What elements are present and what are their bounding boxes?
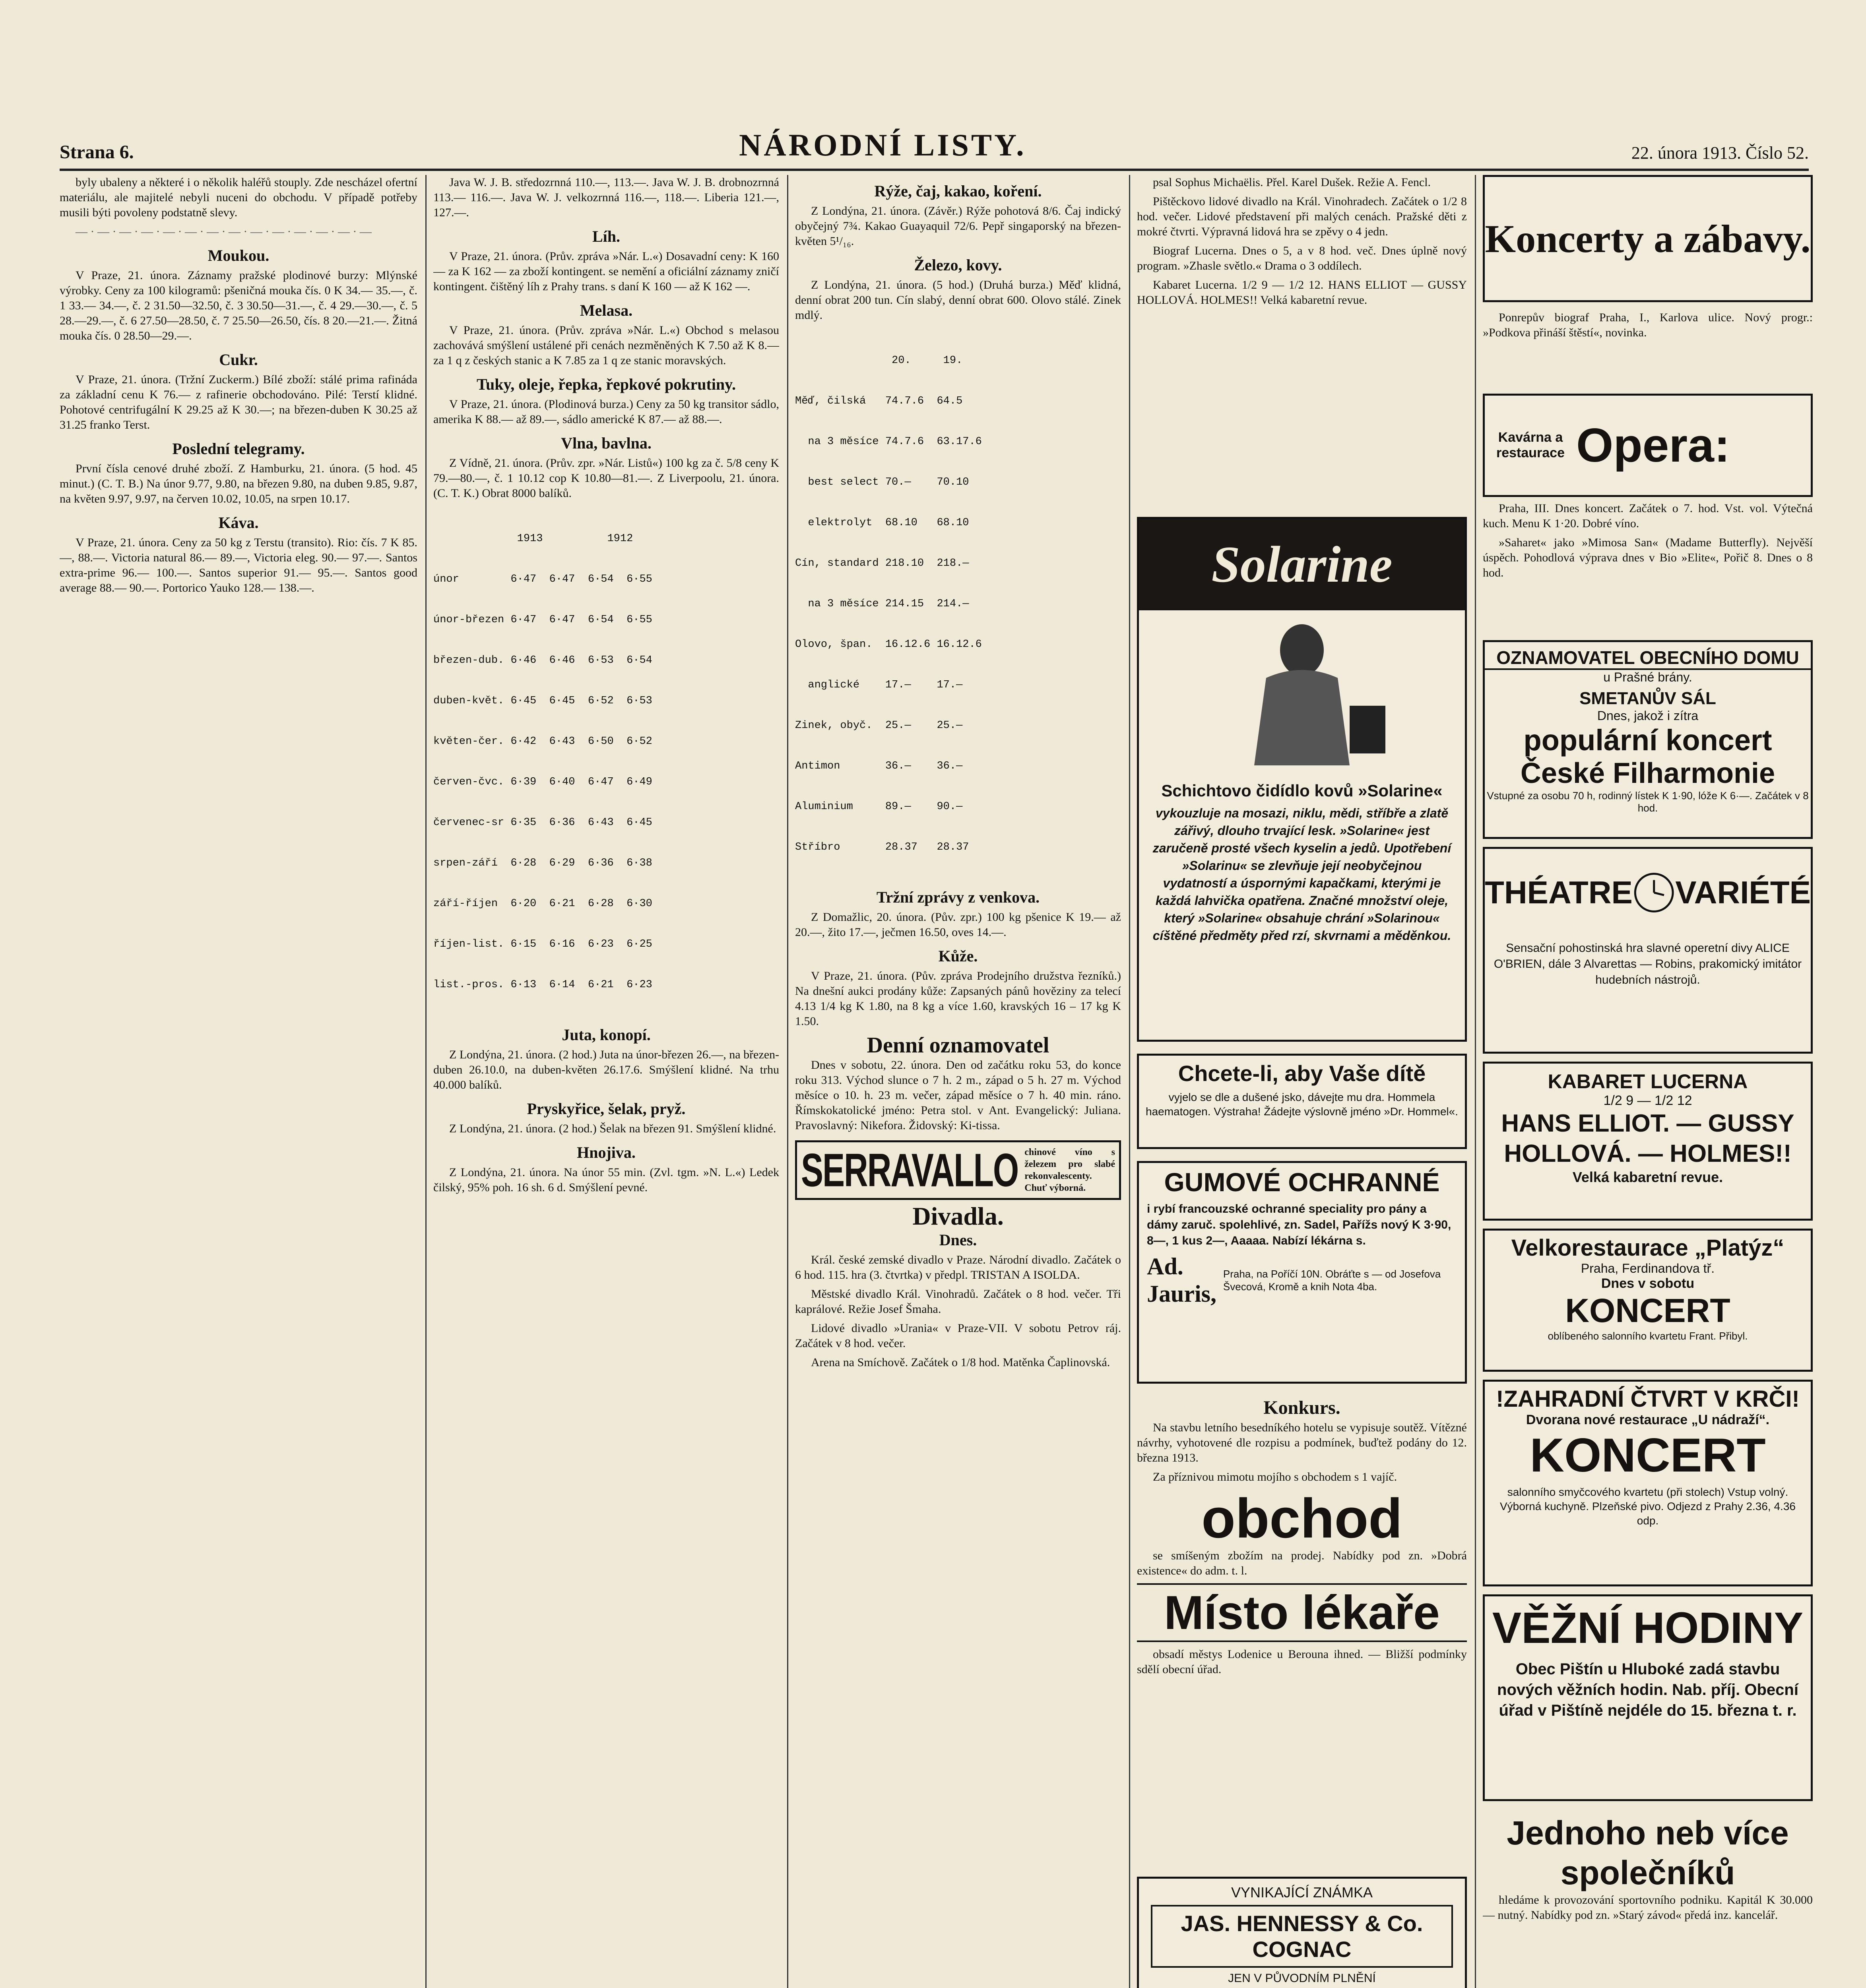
table-row: září-říjen 6·20 6·21 6·28 6·30 [433, 898, 652, 910]
solarine-logo: Solarine [1211, 536, 1393, 593]
gumove-body: i rybí francouzské ochranné speciality pro pány a dámy zaruč. spolehlivé, zn. Sadel, Pařížs nový K 3·90, 8—, 1 kus 2—, Aaaaa. Nabízí lékárna s. [1147, 1202, 1451, 1247]
kabaret-revue: Velká kabaretní revue. [1572, 1169, 1723, 1185]
hodiny-ad [1483, 1594, 1813, 1801]
krc-sub: Dvorana nové restaurace „U nádraží“. [1526, 1412, 1770, 1427]
opera-body: Praha, III. Dnes koncert. Začátek o 7. hod. Vst. vol. Výtečná kuch. Menu K 1·20. Dobré víno. [1483, 502, 1813, 530]
table-row: březen-dub. 6·46 6·46 6·53 6·54 [433, 654, 652, 666]
column-1 [60, 175, 417, 1988]
metals-table [795, 327, 1121, 881]
kabaret-time: 1/2 9 — 1/2 12 [1603, 1093, 1692, 1108]
col2-heading-melasa: Melasa. [580, 301, 633, 319]
col2-juta: Z Londýna, 21. února. (2 hod.) Juta na únor-březen 26.—, na březen-duben 26.10.0, na duben-květen 26.17.6. Smýšlení klidné. Na trhu 40.000 balíků. [433, 1048, 779, 1091]
table-row: Stříbro 28.37 28.37 [795, 841, 969, 853]
col3-divadla-3: Lidové divadlo »Urania« v Praze-VII. V sobotu Petrov ráj. Začátek v 8 hod. večer. [795, 1322, 1121, 1350]
table-row: na 3 měsíce 74.7.6 63.17.6 [795, 436, 982, 448]
col2-heading-juta: Juta, konopí. [562, 1026, 651, 1044]
col3-divadla-1: Král. české zemské divadlo v Praze. Národní divadlo. Začátek o 6 hod. 115. hra (3. čtvrtka) v předpl. TRISTAN A ISOLDA. [795, 1253, 1121, 1281]
col2-lih: V Praze, 21. února. (Prův. zpráva »Nár. L.«) Dosavadní ceny: K 160 — za K 162 — za zboží kontingent. se nemění a oficiální záznamy zničí kontingent. čištěný líh z Prahy trans. s daní K 160 — až K 162 —. [433, 250, 779, 293]
mistolekare-heading: Místo lékaře [1137, 1583, 1467, 1642]
obchod-heading: obchod [1201, 1487, 1402, 1549]
gumove-ad [1137, 1161, 1467, 1384]
solarine-body: vykouzluje na mosazi, niklu, mědi, stříbře a zlatě zářivý, dlouho trvající lesk. »Solarine« jest zaručeně prosté všech kyselin a jedů. Upotřebení »Solarinu« se zlevňuje její neobyčejnou vydatností a úspornými kapačkami, kterými je každá lahvička opatřena. Značné množství oleje, který »Solarine« obsahuje chrání »Solarinou« cíštěné předměty před rzí, skvrnami a měděnkou. [1152, 806, 1451, 943]
table-row: srpen-září 6·28 6·29 6·36 6·38 [433, 857, 652, 869]
jauris-name: Ad. Jauris, [1147, 1253, 1217, 1307]
col1-filler: — · — · — · — · — · — · — · — · — · — · — · — · — · — [76, 225, 372, 238]
col2-heading-hnojiva: Hnojiva. [577, 1143, 636, 1161]
popularni-koncert: populární koncert [1523, 724, 1772, 757]
col3-heading-ryze: Rýže, čaj, kakao, koření. [874, 182, 1042, 200]
ceske-filharmonie: České Filharmonie [1520, 757, 1775, 789]
table-row: říjen-list. 6·15 6·16 6·23 6·25 [433, 938, 652, 950]
gumove-heading: GUMOVÉ OCHRANNÉ [1164, 1167, 1440, 1197]
col2-hnojiva: Z Londýna, 21. února. Na únor 55 min. (Zvl. tgm. »N. L.«) Ledek čilský, 95% poh. 16 sh. 6 d. Smýšlení pevné. [433, 1166, 779, 1194]
col4-p2: Biograf Lucerna. Dnes o 5, a v 8 hod. več. Dnes úplně nový program. »Zhasle světlo.« Drama o 3 oddílech. [1137, 244, 1467, 272]
col2-melasa: V Praze, 21. února. (Prův. zpráva »Nár. L.«) Obchod s melasou zachovává smýšlení ustálené při cenách nezměněných K 7.50 až K 8.— za 1 q z českých stanic a K 7.85 za 1 q ze stanic moravských. [433, 324, 779, 367]
table-row: červenec-sr 6·35 6·36 6·43 6·45 [433, 817, 652, 829]
col2-heading-tuky: Tuky, oleje, řepka, řepkové pokrutiny. [477, 375, 736, 393]
hommel-ad [1137, 1054, 1467, 1149]
col4-top: psal Sophus Michaëlis. Přel. Karel Dušek. Režie A. Fencl. [1153, 176, 1431, 189]
opera-left: Kavárna a restaurace [1496, 430, 1565, 460]
col1-moukou: V Praze, 21. února. Záznamy pražské plodinové burzy: Mlýnské výrobky. Ceny za 100 kilogramů: pšeničná mouka čís. 0 K 34.— 35.—, č. 1 33.— 34.—, č. 2 31.50—32.50, č. 3 30.50—31.—, č. 4 29.—30.—, č. 5 28.—29.—, č. 6 27.50—28.50, č. 7 25.50—26.50, čís. 8 20.—21.—. Žitná mouka čís. 0 28.50—29.—. [60, 269, 417, 342]
col3-divadla-2: Městské divadlo Král. Vinohradů. Začátek o 8 hod. večer. Tři kaprálové. Režie Josef Šmaha. [795, 1287, 1121, 1316]
krc-heading: !ZAHRADNÍ ČTVRT V KRČI! [1496, 1386, 1800, 1412]
column-rule [425, 175, 427, 1988]
filharmonie-body: Vstupné za osobu 70 h, rodinný lístek K 1·90, lóže K 6·—. Začátek v 8 hod. [1487, 790, 1809, 814]
vynikajici-label: VYNIKAJÍCÍ ZNÁMKA [1231, 1884, 1373, 1901]
col3-heading-divadla: Divadla. [912, 1202, 1004, 1230]
smetanuv-sal: SMETANŮV SÁL [1579, 689, 1716, 708]
page-number: Strana 6. [60, 142, 134, 163]
kabaret-heading: KABARET LUCERNA [1548, 1070, 1748, 1093]
hodiny-body: Obec Pištín u Hluboké zadá stavbu nových věžních hodin. Nab. příj. Obecní úřad v Pištíně nejdéle do 15. března t. r. [1497, 1660, 1798, 1719]
platyz-koncert: KONCERT [1565, 1292, 1730, 1329]
col2-top: Java W. J. B. středozrnná 110.—, 113.—. Java W. J. B. drobnozrnná 113.— 116.—. Java W. J. velkozrnná 116.—, 118.—. Liberia 121.—, 127.—. [433, 176, 779, 219]
col1-telegramy: První čísla cenové druhé zboží. Z Hamburku, 21. února. (5 hod. 45 minut.) (C. T. B.) Na únor 9.77, 9.80, na březen 9.80, na duben 9.85, 9.87, na květen 9.97, 9.97, na červen 10.02, 10.05, na srpen 10.17. [60, 462, 417, 505]
column-2 [433, 175, 779, 1988]
krc-body: salonního smyčcového kvartetu (při stolech) Vstup volný. Výborná kuchyně. Plzeňské pivo. Odjezd z Prahy 2.36, 4.36 odp. [1500, 1486, 1796, 1527]
theatre-word: THÉATRE [1485, 875, 1633, 910]
masthead-title: NÁRODNÍ LISTY. [739, 128, 1026, 162]
hodiny-heading: VĚŽNÍ HODINY [1492, 1604, 1804, 1652]
obchod-body: se smíšeným zbožím na prodej. Nabídky pod zn. »Dobrá existence« do adm. t. l. [1137, 1549, 1467, 1577]
col3-trzni: Z Domažlic, 20. února. (Pův. zpr.) 100 kg pšenice K 19.— až 20.—, žito 17.—, ječmen 16.50, oves 14.—. [795, 911, 1121, 939]
konkurs-body: Na stavbu letního besedníkého hotelu se vypisuje soutěž. Vítězné návrhy, vyhotovené dle rozpisu a podmínek, buďtež podány do 12. března 1913. [1137, 1421, 1467, 1464]
table-row: Aluminium 89.— 90.— [795, 801, 963, 813]
koncerty-banner [1483, 175, 1813, 302]
platyz-ad [1483, 1229, 1813, 1372]
kabaret-artists: HANS ELLIOT. — GUSSY HOLLOVÁ. — HOLMES!! [1501, 1110, 1794, 1167]
table-row: únor 6·47 6·47 6·54 6·55 [433, 573, 652, 585]
table-row: únor-březen 6·47 6·47 6·54 6·55 [433, 614, 652, 626]
serravallo-ad [795, 1140, 1121, 1200]
column-4-notices [1137, 1392, 1467, 1869]
theatre-variete-ad [1483, 847, 1813, 1054]
col3-ryze: Z Londýna, 21. února. (Závěr.) Rýže pohotová 8/6. Čaj indický obyčejný 7¾. Kakao Guayaquil 72/6. Pepř singaporský na březen-květen 5¹/₁₆. [795, 204, 1121, 248]
opera-ad [1483, 394, 1813, 497]
solarine-ad [1137, 517, 1467, 1042]
col1-heading-cukr: Cukr. [219, 351, 258, 369]
col3-heading-zelezo: Železo, kovy. [914, 256, 1002, 274]
col3-denni: Dnes v sobotu, 22. února. Den od začátku roku 53, do konce roku 313. Východ slunce o 7 h. 2 m., západ o 5 h. 27 m. Východ měsíce o 10. h. 23 m. večer, západ měsíce o 7 h. 40 min. ráno. Římskokatolické jméno: Petra stol. v Ant. Evangelický: Juliana. Pravoslavný: Nikefora. Židovský: Ki-tissa. [795, 1058, 1121, 1132]
table-row: Měď, čilská 74.7.6 64.5 [795, 395, 963, 407]
col1-heading-telegramy: Poslední telegramy. [172, 440, 305, 458]
oznamovatel-sub: u Prašné brány. [1603, 670, 1692, 684]
table-row: Olovo, špan. 16.12.6 16.12.6 [795, 639, 982, 650]
serravallo-text: chinové víno s železem pro slabé rekonvalescenty. Chuť výborná. [1024, 1147, 1115, 1193]
col2-pryskyrice: Z Londýna, 21. února. (2 hod.) Šelak na březen 91. Smýšlení klidné. [449, 1122, 776, 1135]
variete-word: VARIÉTÉ [1675, 875, 1811, 910]
platyz-koncert-side: oblíbeného salonního kvartetu Frant. Přibyl. [1548, 1330, 1748, 1342]
col1-intro: byly ubaleny a některé i o několik haléřů stouply. Zde nescházel ofertní materiálu, ale majitelé nebyli nuceni do obchodu. V případě potřeby musili býti povoleny podstatně slevy. [60, 176, 417, 219]
theatre-body: Sensační pohostinská hra slavné operetní divy ALICE O'BRIEN, dále 3 Alvarettas — Robins, prakomický imitátor hudebních nástrojů. [1494, 942, 1802, 986]
table-row: duben-květ. 6·45 6·45 6·52 6·53 [433, 695, 652, 707]
col2-vlna: Z Vídně, 21. února. (Prův. zpr. »Nár. Listů«) 100 kg za č. 5/8 ceny K 79.—80.—, č. 1 10.12 cop K 10.80—81.—. Z Liverpoolu, 21. února. (C. T. K.) Obrat 8000 balíků. [433, 456, 779, 500]
mistolekare-body: obsadí městys Lodenice u Berouna ihned. — Bližší podmínky sdělí obecní úřad. [1137, 1648, 1467, 1676]
smetanuv-date: Dnes, jakož i zítra [1597, 709, 1699, 723]
opera-logo: Opera: [1576, 419, 1730, 472]
solarine-heading: Schichtovo čidídlo kovů »Solarine« [1161, 781, 1443, 800]
moet-chandon-ad [1137, 1877, 1467, 1988]
hommel-body: vyjelo se dle a dušené jsko, dávejte mu dra. Hommela haematogen. Výstraha! Žádejte výslovně jméno »Dr. Hommel«. [1146, 1091, 1458, 1118]
table-row: na 3 měsíce 214.15 214.— [795, 598, 969, 610]
platyz-title: Velkorestaurace „Platýz“ [1511, 1235, 1785, 1261]
col2-heading-lih: Líh. [592, 227, 621, 245]
col2-heading-vlna: Vlna, bavlna. [561, 434, 652, 452]
serravallo-logo: SERRAVALLO [801, 1144, 1018, 1196]
col3-heading-denni: Denní oznamovatel [867, 1033, 1049, 1058]
cotton-table-head: 1913 1912 [433, 533, 633, 545]
hommel-heading: Chcete-li, aby Vaše dítě [1178, 1061, 1426, 1086]
solarine-figure [1139, 610, 1465, 777]
biograf-text: Ponrepův biograf Praha, I., Karlova ulice. Nový progr.: »Podkova přináší štěstí«, novinka. [1483, 311, 1813, 339]
table-row: anglické 17.— 17.— [795, 679, 963, 691]
spolecnik-body: hledáme k provozování sportovního podniku. Kapitál K 30.000 — nutný. Nabídky pod zn. »Starý závod« předá inz. kancelář. [1483, 1893, 1813, 1922]
oznamovatel-heading: OZNAMOVATEL OBECNÍHO DOMU [1485, 647, 1811, 670]
krc-koncert: KONCERT [1530, 1429, 1766, 1482]
col1-heading-kava: Káva. [218, 514, 259, 532]
hennessy-logo: JAS. HENNESSY & Co. COGNAC [1151, 1905, 1453, 1968]
table-row: květen-čer. 6·42 6·43 6·50 6·52 [433, 736, 652, 747]
obchod-intro: Za příznivou mimotu mojího s obchodem s 1 vajíč. [1153, 1470, 1397, 1483]
kabaret-ad [1483, 1062, 1813, 1221]
hennessy-sub: JEN V PŮVODNÍM PLNĚNÍ [1228, 1972, 1376, 1985]
col3-heading-dnes: Dnes. [939, 1231, 977, 1249]
krc-ad [1483, 1380, 1813, 1586]
biograf-notice [1483, 310, 1813, 390]
col3-heading-kuze: Kůže. [938, 947, 978, 965]
spolecnik-notice [1483, 1813, 1813, 1988]
filharmonie-ad [1483, 640, 1813, 839]
platyz-address: Praha, Ferdinandova tř. [1581, 1261, 1715, 1276]
col1-heading-moukou: Moukou. [208, 247, 270, 264]
jauris-body: Praha, na Poříčí 10N. Obráťte s — od Josefova Švecová, Kromě a knih Nota 4ba. [1223, 1268, 1441, 1293]
table-row: červen-čvc. 6·39 6·40 6·47 6·49 [433, 776, 652, 788]
platyz-dnes: Dnes v sobotu [1601, 1276, 1695, 1291]
column-3 [795, 175, 1121, 1988]
woman-with-can-icon [1199, 614, 1405, 773]
col4-p3: Kabaret Lucerna. 1/2 9 — 1/2 12. HANS ELLIOT — GUSSY HOLLOVÁ. HOLMES!! Velká kabaretní revue. [1137, 278, 1467, 307]
table-row: Cín, standard 218.10 218.— [795, 557, 969, 569]
saharet-text: »Saharet« jako »Mimosa San« (Madame Butterfly). Nejvěší úspěch. Pohodlová výprava dnes v Bio »Elite«, Pořič 8. Dnes o 8 hod. [1483, 536, 1813, 579]
opera-and-saharet [1483, 501, 1813, 636]
konkurs-heading: Konkurs. [1263, 1397, 1340, 1418]
spolecnik-heading: Jednoho neb více společníků [1507, 1814, 1789, 1891]
koncerty-title: Koncerty a zábavy. [1485, 216, 1811, 261]
table-row: Antimon 36.— 36.— [795, 760, 963, 772]
clock-icon [1633, 859, 1675, 926]
col1-kava: V Praze, 21. února. Ceny za 50 kg z Terstu (transito). Rio: čís. 7 K 85.—, 88.—. Victoria natural 86.— 89.—, Victoria eleg. 90.— 97.—. Santos extra-prime 96.— 100.—. Santos superior 91.— 95.—. Santos good average 88.— 90.—. Portorico Yauko 128.— 138.—. [60, 536, 417, 594]
metals-table-head: 20. 19. [795, 355, 963, 367]
table-row: elektrolyt 68.10 68.10 [795, 517, 969, 529]
col3-divadla-4: Arena na Smíchově. Začátek o 1/8 hod. Matěnka Čaplinovská. [811, 1356, 1110, 1369]
col3-heading-trzni: Tržní zprávy z venkova. [876, 888, 1040, 906]
col2-tuky: V Praze, 21. února. (Plodinová burza.) Ceny za 50 kg transitor sádlo, amerika K 88.— až 89.—, sádlo americké K 87.— až 88.—. [433, 398, 779, 426]
cotton-table [433, 505, 779, 1019]
col1-cukr: V Praze, 21. února. (Tržní Zuckerm.) Bílé zboží: stálé prima rafináda za základní cenu K 76.— z rafinerie obchodováno. Pilé: Terstí klidné. Pohotové centrifugální K 29.25 až K 30.—; na březen-duben K 30.25 až 31.25 franko Terst. [60, 373, 417, 431]
column-rule [1129, 175, 1130, 1988]
column-rule [1475, 175, 1476, 1988]
table-row: best select 70.— 70.10 [795, 476, 969, 488]
table-row: list.-pros. 6·13 6·14 6·21 6·23 [433, 979, 652, 991]
col3-zelezo: Z Londýna, 21. února. (5 hod.) (Druhá burza.) Měď klidná, denní obrat 200 tun. Cín slabý, denní obrat 600. Olovo stálé. Zinek mdlý. [795, 278, 1121, 322]
col2-heading-pryskyrice: Pryskyřice, šelak, pryž. [527, 1100, 686, 1118]
col3-kuze: V Praze, 21. února. (Pův. zpráva Prodejního družstva řezníků.) Na dnešní aukci prodány kůže: Zapsaných pánů hověziny za telecí 4.13 1/4 kg K 1.80, na 8 kg a více 1.60, kravských 16 – 17 kg K 1.50. [795, 969, 1121, 1028]
table-row: Zinek, obyč. 25.— 25.— [795, 720, 963, 732]
page-header [60, 119, 1809, 171]
issue-date: 22. února 1913. Číslo 52. [1631, 143, 1809, 163]
col4-p1: Pištěckovo lidové divadlo na Král. Vinohradech. Začátek o 1/2 8 hod. večer. Lidové představení při malých cenách. Pražské děti z mokré čtvrti. Výpravná lidová hra se zpěvy o 4 jedn. [1137, 195, 1467, 238]
column-rule [787, 175, 788, 1988]
